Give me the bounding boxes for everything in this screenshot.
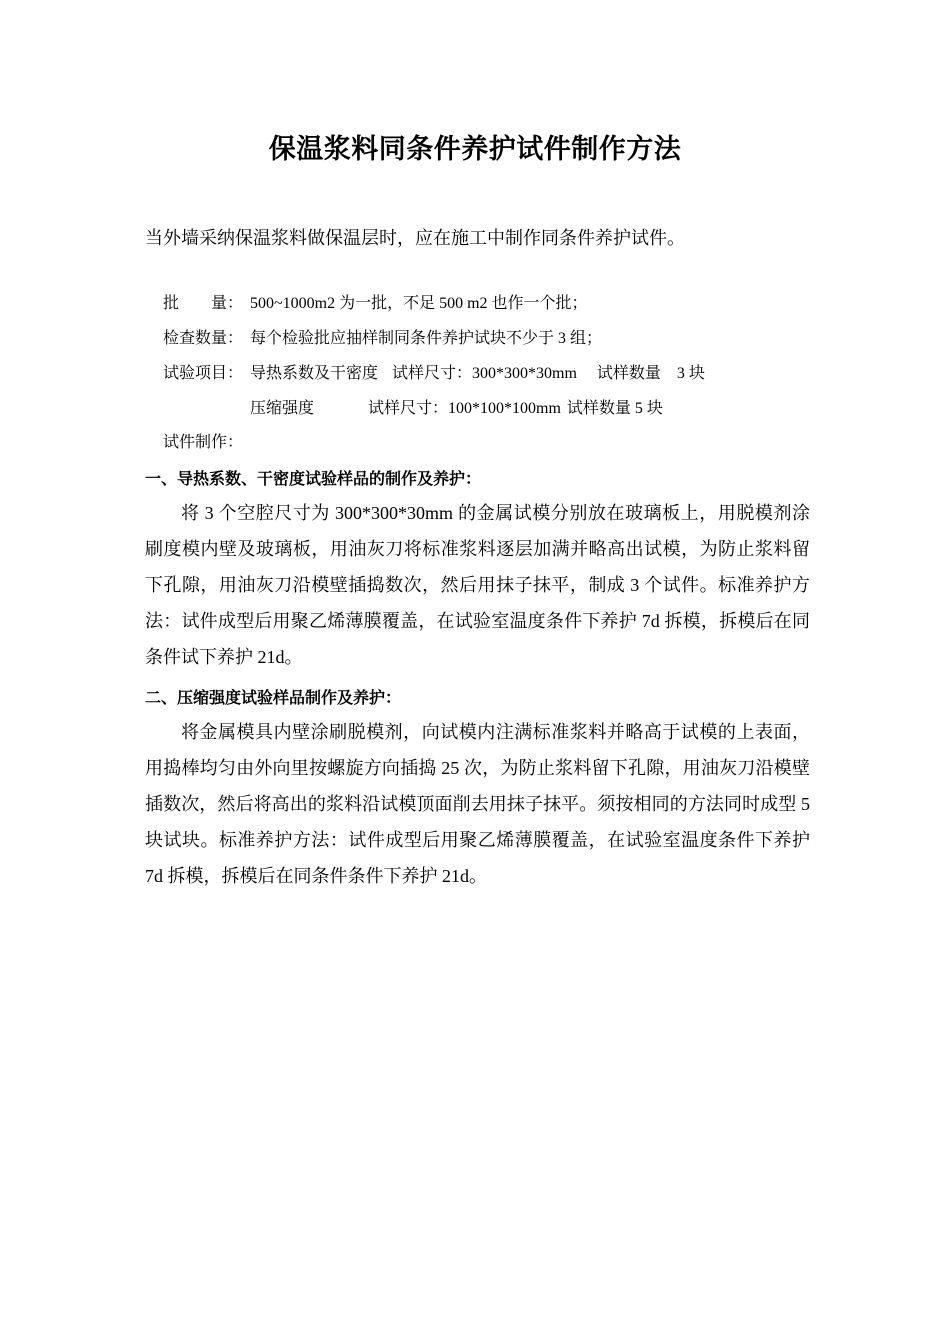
test-item-name: 导热系数及干密度 xyxy=(250,365,379,382)
batch-line xyxy=(163,292,588,316)
intro-paragraph: 当外墙采纳保温浆料做保温层时，应在施工中制作同条件养护试件。 xyxy=(145,228,685,248)
section1-paragraph: 将 3 个空腔尺寸为 300*300*30mm 的金属试模分别放在玻璃板上，用脱模剂涂刷度模内壁及玻璃板，用油灰刀将标准浆料逐层加满并略高出试模，为防止浆料留下孔隙，用油灰刀沿模壁插捣数次，然后用抹子抹平，制成 3 个试件。标准养护方法：试件成型后用聚乙烯薄膜覆盖，在试验室温度条件下养护 7d 拆模，拆模后在同条件试下养护 21d。 xyxy=(145,503,810,667)
test-items-line-2 xyxy=(163,397,663,421)
test-items-label: 试验项目： xyxy=(163,365,244,382)
inspection-quantity-text: 每个检验批应抽样制同条件养护试块不少于 3 组； xyxy=(250,330,603,347)
test-item-count: 试样数量 5 块 xyxy=(566,400,663,417)
document-title: 保温浆料同条件养护试件制作方法 xyxy=(268,134,682,165)
making-label: 试件制作： xyxy=(163,434,244,451)
batch-text: 500~1000m2 为一批，不足 500 m2 也作一个批； xyxy=(250,295,588,312)
batch-label: 批 量： xyxy=(163,295,244,312)
inspection-quantity-line xyxy=(163,327,602,351)
section1-heading: 一、导热系数、干密度试验样品的制作及养护： xyxy=(145,469,482,488)
test-item-count: 试样数量 3 块 xyxy=(596,365,705,382)
test-items-line-1 xyxy=(163,362,705,386)
inspection-quantity-label: 检查数量： xyxy=(163,330,244,347)
section2-heading: 二、压缩强度试验样品制作及养护： xyxy=(145,688,402,707)
test-item-size: 试样尺寸：100*100*100mm xyxy=(368,400,561,417)
test-item-size: 试样尺寸：300*300*30mm xyxy=(392,365,577,382)
test-item-name: 压缩强度 xyxy=(250,400,315,417)
section2-paragraph: 将金属模具内壁涂刷脱模剂，向试模内注满标准浆料并略高于试模的上表面，用捣棒均匀由外向里按螺旋方向插捣 25 次，为防止浆料留下孔隙，用油灰刀沿模壁插数次，然后将高出的浆料沿试模顶面削去用抹子抹平。须按相同的方法同时成型 5 块试块。标准养护方法：试件成型后用聚乙烯薄膜覆盖，在试验室温度条件下养护 7d 拆模，拆模后在同条件条件下养护 21d。 xyxy=(145,722,810,886)
